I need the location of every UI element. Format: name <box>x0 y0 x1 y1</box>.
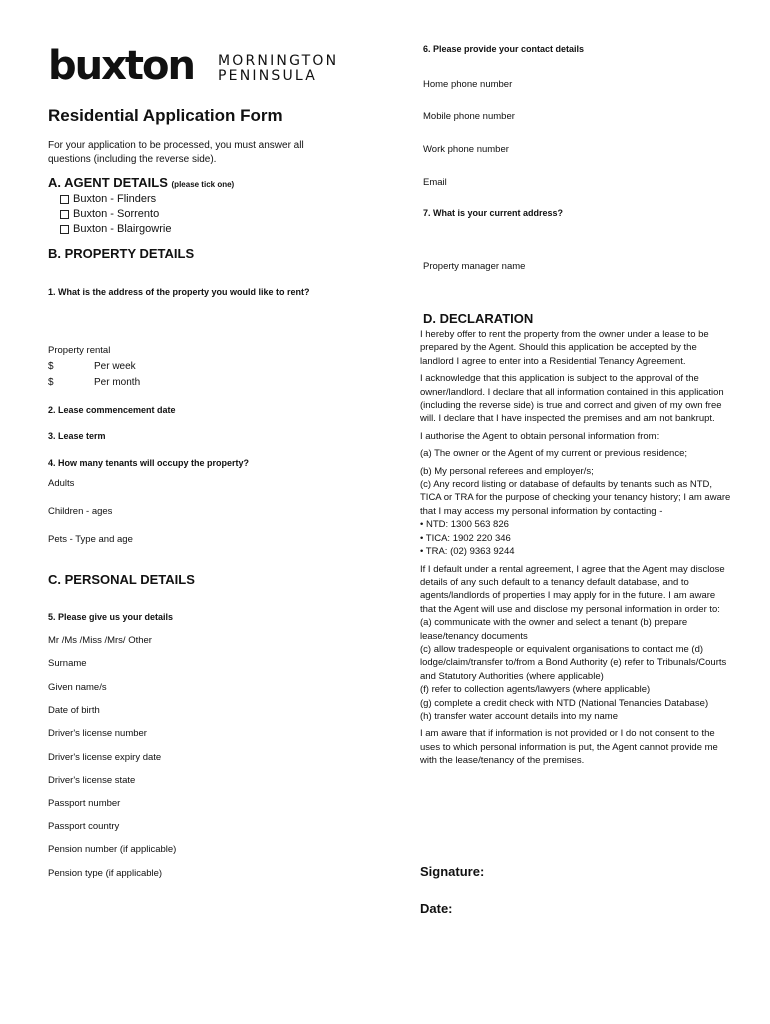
per-month-label: Per month <box>94 377 141 388</box>
section-c-heading: C. PERSONAL DETAILS <box>48 572 195 587</box>
currency-symbol: $ <box>48 361 54 372</box>
checkbox-icon[interactable] <box>60 195 69 204</box>
contact-bullet: • NTD: 1300 563 826 <box>420 519 509 531</box>
field-surname[interactable]: Surname <box>48 658 87 669</box>
declaration-paragraph: If I default under a rental agreement, I agree that the Agent may disclose details of any such default to a tenancy default database, and to agents/landlords of properties I may apply for in the future. I am aware that the Agent will use and disclose my personal information in order to: <box>420 563 725 615</box>
per-week-label: Per week <box>94 361 136 372</box>
rent-per-month-row[interactable] <box>48 375 140 391</box>
agent-option-blairgowrie[interactable] <box>60 222 171 237</box>
question-3: 3. Lease term <box>48 431 106 441</box>
declaration-paragraph: (a) The owner or the Agent of my current or previous residence; <box>420 448 688 460</box>
buxton-logo: buxton <box>48 43 194 89</box>
declaration-item: (a) communicate with the owner and select a tenant (b) prepare lease/tenancy documents <box>420 617 688 642</box>
form-title: Residential Application Form <box>48 106 283 125</box>
rental-amounts <box>48 359 140 391</box>
agent-option-label: Buxton - Sorrento <box>73 208 160 220</box>
field-license-number[interactable]: Driver's license number <box>48 728 147 739</box>
section-a-heading <box>48 175 234 190</box>
field-home-phone[interactable]: Home phone number <box>423 79 513 90</box>
currency-symbol: $ <box>48 377 54 388</box>
field-license-state[interactable]: Driver's license state <box>48 775 136 786</box>
section-d-heading: D. DECLARATION <box>423 311 534 326</box>
section-b-heading: B. PROPERTY DETAILS <box>48 246 195 261</box>
question-6: 6. Please provide your contact details <box>423 44 585 54</box>
rent-per-week-row[interactable] <box>48 359 140 375</box>
contact-bullet: • TRA: (02) 9363 9244 <box>420 546 515 558</box>
property-rental-label: Property rental <box>48 345 111 356</box>
declaration-paragraph: (b) My personal referees and employer/s; <box>420 465 594 477</box>
logo-sub-line1: MORNINGTON <box>218 53 339 69</box>
declaration-item: (f) refer to collection agents/lawyers (where applicable) <box>420 684 651 696</box>
checkbox-icon[interactable] <box>60 210 69 219</box>
field-title[interactable]: Mr /Ms /Miss /Mrs/ Other <box>48 635 152 646</box>
field-passport-number[interactable]: Passport number <box>48 798 121 809</box>
agent-option-flinders[interactable] <box>60 192 171 207</box>
signature-field[interactable]: Signature: <box>420 864 485 879</box>
children-ages-field[interactable]: Children - ages <box>48 506 113 517</box>
question-4: 4. How many tenants will occupy the property? <box>48 458 250 468</box>
field-mobile-phone[interactable]: Mobile phone number <box>423 111 515 122</box>
section-a-note: (please tick one) <box>171 180 235 189</box>
logo-subtitle <box>218 54 338 84</box>
declaration-paragraph: (c) Any record listing or database of defaults by tenants such as NTD, TICA or TRA for the purpose of checking your tenancy history; I am aware that I may access my personal information by contacting - <box>420 479 731 517</box>
declaration-item: (c) allow tradespeople or equivalent organisations to contact me (d) lodge/claim/transfer to/from a Bond Authority (e) refer to Tribunals/Courts and Statutory Authorities (where applicable) <box>420 643 727 682</box>
declaration-text <box>420 328 732 772</box>
date-field[interactable]: Date: <box>420 901 453 916</box>
declaration-paragraph: I acknowledge that this application is subject to the approval of the owner/landlord. I declare that all information contained in this application (including the reverse side) is true and correct and given of my own free will. I declare that I have inspected the premises and am not bankrupt. <box>420 373 724 425</box>
field-property-manager[interactable]: Property manager name <box>423 261 526 272</box>
question-2: 2. Lease commencement date <box>48 405 176 415</box>
field-email[interactable]: Email <box>423 177 447 188</box>
adults-field[interactable]: Adults <box>48 478 75 489</box>
section-a-title: A. AGENT DETAILS <box>48 175 168 190</box>
agent-option-label: Buxton - Blairgowrie <box>73 223 172 235</box>
agent-option-label: Buxton - Flinders <box>73 193 157 205</box>
agent-option-sorrento[interactable] <box>60 207 171 222</box>
agent-options <box>60 192 171 237</box>
field-pension-number[interactable]: Pension number (if applicable) <box>48 844 177 855</box>
field-date-of-birth[interactable]: Date of birth <box>48 705 100 716</box>
question-1: 1. What is the address of the property you would like to rent? <box>48 287 310 297</box>
declaration-paragraph: I am aware that if information is not provided or I do not consent to the uses to which personal information is put, the Agent cannot provide me with the lease/tenancy of the premises. <box>420 728 718 767</box>
field-license-expiry[interactable]: Driver's license expiry date <box>48 752 162 763</box>
field-work-phone[interactable]: Work phone number <box>423 144 509 155</box>
declaration-paragraph: I authorise the Agent to obtain personal information from: <box>420 430 660 442</box>
form-intro: For your application to be processed, you must answer all questions (including the reverse side). <box>48 140 304 165</box>
declaration-item: (h) transfer water account details into my name <box>420 710 619 722</box>
declaration-item: (g) complete a credit check with NTD (National Tenancies Database) <box>420 697 709 709</box>
field-pension-type[interactable]: Pension type (if applicable) <box>48 868 163 879</box>
declaration-paragraph: I hereby offer to rent the property from the owner under a lease to be prepared by the Agent. Should this application be accepted by the landlord I agree to enter into a Residential Tenancy Agreement. <box>420 329 709 367</box>
field-given-names[interactable]: Given name/s <box>48 682 107 693</box>
field-passport-country[interactable]: Passport country <box>48 821 120 832</box>
contact-bullet: • TICA: 1902 220 346 <box>420 532 511 544</box>
logo-sub-line2: PENINSULA <box>218 68 317 84</box>
pets-field[interactable]: Pets - Type and age <box>48 534 133 545</box>
question-5: 5. Please give us your details <box>48 612 174 622</box>
checkbox-icon[interactable] <box>60 225 69 234</box>
question-7: 7. What is your current address? <box>423 208 564 218</box>
